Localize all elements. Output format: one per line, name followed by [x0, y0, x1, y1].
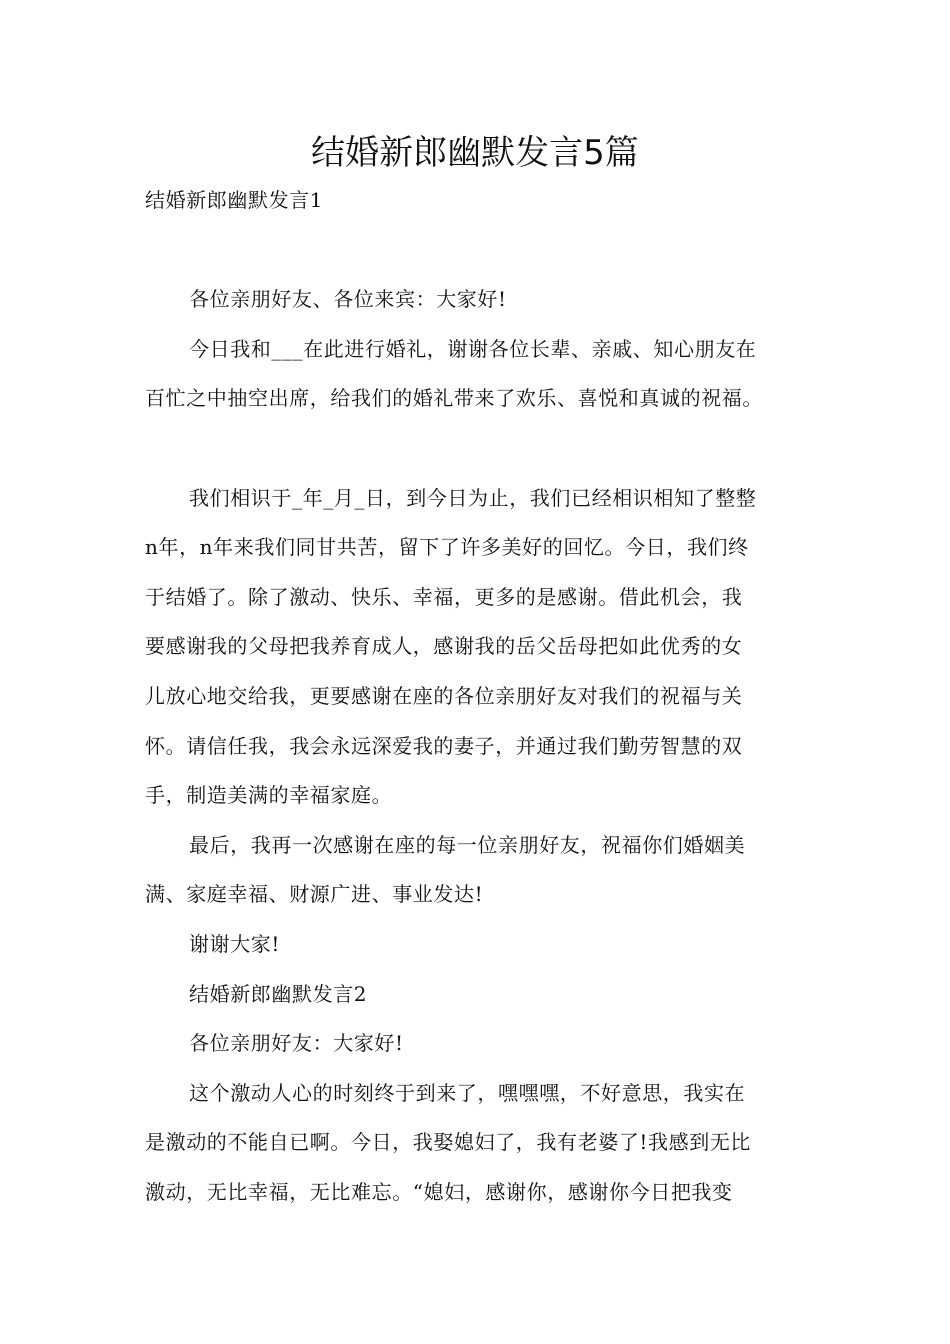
- paragraph-line: 是激动的不能自已啊。今日，我娶媳妇了，我有老婆了!我感到无比: [145, 1130, 752, 1155]
- section-heading-1: 结婚新郎幽默发言1: [145, 188, 324, 212]
- paragraph-line: 我们相识于_年_月_日，到今日为止，我们已经相识相知了整整: [189, 485, 757, 510]
- paragraph-line: 今日我和___在此进行婚礼，谢谢各位长辈、亲戚、知心朋友在: [189, 336, 757, 361]
- paragraph-line: 激动，无比幸福，无比难忘。“媳妇，感谢你，感谢你今日把我变: [145, 1179, 733, 1204]
- paragraph-line: 要感谢我的父母把我养育成人，感谢我的岳父岳母把如此优秀的女: [145, 634, 743, 659]
- section-heading-2: 结婚新郎幽默发言2: [189, 981, 368, 1006]
- paragraph-line: 谢谢大家!: [189, 931, 281, 956]
- blank-line: [145, 424, 810, 474]
- paragraph-line: 儿放心地交给我，更要感谢在座的各位亲朋好友对我们的祝福与关: [145, 683, 743, 708]
- document-title: 结婚新郎幽默发言5篇: [311, 133, 639, 173]
- paragraph-line: 怀。请信任我，我会永远深爱我的妻子，并通过我们勤劳智慧的双: [145, 733, 743, 758]
- paragraph-line: n年，n年来我们同甘共苦，留下了许多美好的回忆。今日，我们终: [145, 535, 749, 560]
- paragraph-line: 满、家庭幸福、财源广进、事业发达!: [145, 882, 484, 907]
- paragraph-line: 于结婚了。除了激动、快乐、幸福，更多的是感谢。借此机会，我: [145, 584, 743, 609]
- paragraph-line: 最后，我再一次感谢在座的每一位亲朋好友，祝福你们婚姻美: [189, 832, 746, 857]
- paragraph-line: 手，制造美满的幸福家庭。: [145, 783, 393, 808]
- blank-line: [145, 226, 810, 276]
- paragraph-line: 百忙之中抽空出席，给我们的婚礼带来了欢乐、喜悦和真诚的祝福。: [145, 386, 763, 411]
- document-body: [145, 176, 810, 1217]
- paragraph-line: 各位亲朋好友、各位来宾：大家好!: [189, 287, 507, 312]
- paragraph-line: 这个激动人心的时刻终于到来了，嘿嘿嘿，不好意思，我实在: [189, 1080, 746, 1105]
- paragraph-line: 各位亲朋好友：大家好!: [189, 1031, 404, 1056]
